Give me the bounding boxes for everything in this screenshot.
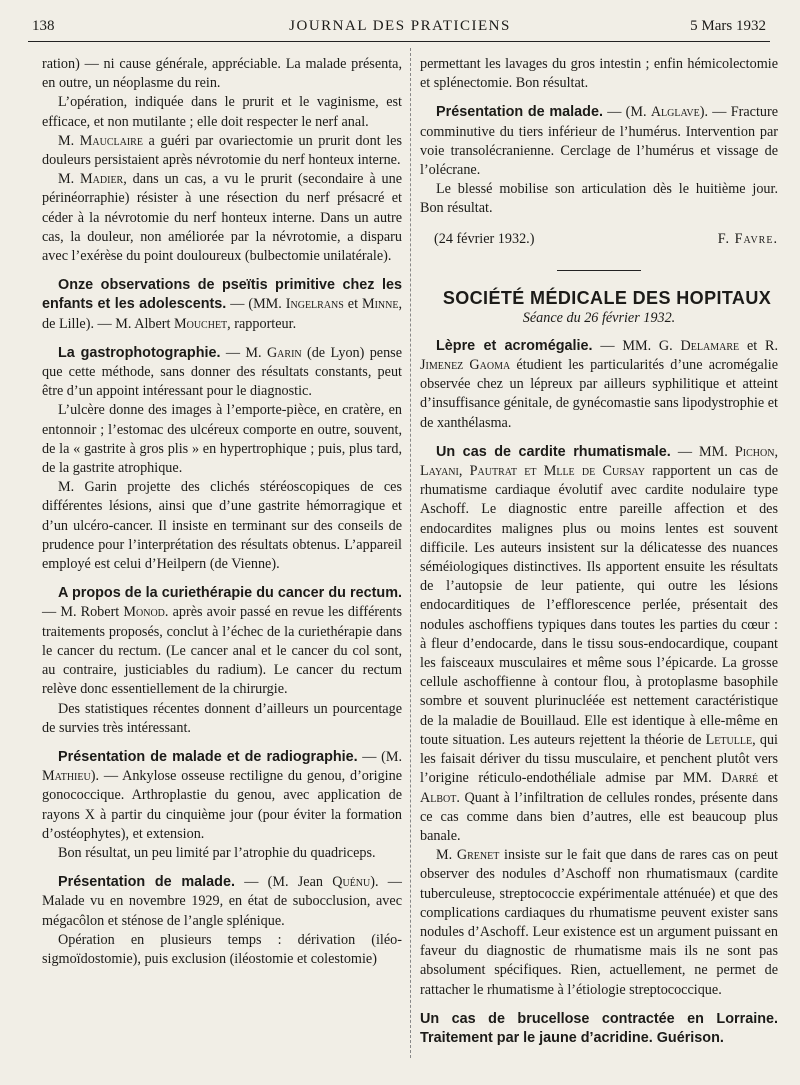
signature-date: (24 février 1932.) [434,230,535,247]
section-title: Onze observations de pseïtis primitive chez les enfants et les adolescents. [42,277,402,313]
text: M. [436,847,457,864]
page-number: 138 [32,18,55,34]
author-name: Minne [361,296,399,313]
section-cardite [420,443,778,846]
section-title: Présentation de malade et de radiographie. [58,748,358,765]
paragraph-text: , dans un cas, a vu le prurit (secondaire à une périnéorraphie) résister à une résection du nerf présacré et céder à la névrotomie du nerf honteux interne. Dans un autre cas, la douleur, non améliorée par la névrotomie, a disparu avec l’exérèse du point douloureux (bulbectomie unilatérale). [42,171,402,265]
author-name: Grenet [456,847,500,864]
section-title: A propos de la curiethérapie du cancer du rectum. [58,585,402,602]
author-name: M. Mauclaire [58,132,143,149]
seance-date: Séance du 26 février 1932. [522,309,676,326]
text: — (MM. [226,296,286,313]
text: ). — Malade vu en novembre 1929, en état de subocclusion, avec mégacôlon et sténose de l’angle splénique. [42,874,402,929]
paragraph-text: a guéri par ovariectomie un prurit dont les douleurs persistaient après névrotomie du nerf honteux interne. [42,132,402,169]
author-name: Quénu [332,874,371,891]
issue-date: 5 Mars 1932 [690,18,766,34]
text: — (M. [602,104,651,121]
text: ). — Fracture comminutive du tiers inférieur de l’humérus. Intervention par voie transolécranienne. Cerclage de l’humérus et vissage de l’olécrane. [420,104,778,179]
text: étudient les particularités d’une acromégalie observée chez un lépreux par ailleurs syphilitique et atteint d’insuffisance génitale, de gynécomastie sans lipodystrophie et de xanthélasma. [420,357,779,431]
section-title: Un cas de brucellose contractée en Lorraine. Traitement par le jaune d’acridine. Guérison. [420,1010,778,1046]
author-name: Pichon, Layani, Pautrat et Mlle de Cursay [420,443,778,480]
text: , qui les faisait dériver du tissu musculaire, et penchent plutôt vers l’origine réticulo-endothéliale admise par MM. [420,731,778,787]
author-name: M. Madier [58,171,124,188]
text: , rapporteur. [227,315,297,332]
section-pseitis [42,276,402,334]
section-divider [557,270,641,271]
author-name: Albot [420,789,457,806]
text: . Quant à l’infiltration de cellules rondes, présente dans ce cas comme dans bien d’autres, elle est beaucoup plus banale. [420,789,778,844]
section-presentation-alglave [420,103,778,180]
text: (de Lyon) pense que cette méthode, sans donner des résultats constants, peut être d’un appoint intéressant pour le diagnostic. [42,344,403,400]
section-gastrophotographie [42,344,402,402]
text: — (M. Jean [234,874,333,891]
text: , de Lille). — M. Albert [42,296,402,332]
paragraph [42,132,402,170]
paragraph: Le blessé mobilise son articulation dès le huitième jour. Bon résultat. [420,181,778,217]
text: — MM. G. [592,337,681,354]
paragraph: M. Garin projette des clichés stéréoscopiques de ces différentes lésions, ainsi que d’une gastrite hémorragique et d’un ulcéro-cancer. Il insiste en terminant sur des conseils de prudence pour l’interprétation des résultats obtenus. L’appareil employé est celui d’Heilpern (de Vienne). [42,479,402,573]
paragraph [42,170,402,266]
society-heading: SOCIÉTÉ MÉDICALE DES HOPITAUX [442,287,772,308]
section-brucellose [420,1010,778,1048]
author-name: Mathieu [42,768,91,785]
author-name: Delamare [680,337,740,354]
author-name: Garin [266,344,302,361]
author-name: Jimenez Gaoma [420,357,511,374]
section-curietherapie [42,584,402,699]
signature-line [420,231,778,248]
text: rapportent un cas de rhumatisme cardiaque évolutif avec cardite nodulaire type Aschoff. Le diagnostic entre pareille affection et des endocardites malignes plus ou moins lentes est souvent difficile. Les auteurs insistent sur la délicatesse des nuances séméiologiques distinctives. Ils apportent ensuite les résultats de l’autopsie de leur patiente, qui outre les lésions endocarditiques de l’efflorescence perlée, présentait des nodules aschoffiens typiques dans toutes les parties du cœur : à fleur d’endocarde, dans le tissu sous-endocardique, coupant les faisceaux musculaires et même sous l’épicarde. La grosse cellule aschoffienne à contour flou, à protoplasme basophile sombre et souvent plurinucléée est nettement caractéristique de la maladie de Bouillaud. Elle est identique à elle-même en toute situation. Les auteurs rejettent la théorie de [420,463,778,748]
section-title: Présentation de malade. [58,874,235,891]
text: ). — Ankylose osseuse rectiligne du genou, d’origine gonococcique. Arthroplastie du genou, avec application de rayons X à partir du cinquième jour (pour éviter la formation d’ostéophytes), et extension. [42,768,402,842]
author-name: Ingelrans [285,296,344,313]
author-name: Mouchet [174,315,228,332]
journal-title: JOURNAL DES PRATICIENS [289,18,511,34]
signature-author: F. Favre. [717,230,778,247]
paragraph: ration) — ni cause générale, appréciable. La malade présenta, en outre, un néoplasme du rein. [42,56,402,92]
right-column [420,55,778,1048]
section-title: Présentation de malade. [436,104,603,121]
paragraph: L’opération, indiquée dans le prurit et le vaginisme, est efficace, et non mutilante ; elle doit respecter le nerf anal. [42,94,402,130]
paragraph: permettant les lavages du gros intestin ; enfin hémicolectomie et splénectomie. Bon résultat. [420,56,778,92]
text: et [343,296,362,313]
author-name: Monod [123,604,165,621]
author-name: Alglave [650,104,700,121]
section-title: Un cas de cardite rhumatismale. [436,443,671,460]
left-column [42,55,402,969]
page-header [0,18,800,42]
section-title: La gastrophotographie. [58,344,221,361]
author-name: Letulle [705,731,753,748]
paragraph: Opération en plusieurs temps : dérivation (iléo-sigmoïdostomie), puis exclusion (iléostomie et colestomie) [42,931,402,967]
text: — (M. [357,748,402,765]
section-presentation-radiographie [42,748,402,844]
text: — M. [220,344,267,361]
paragraph: Bon résultat, un peu limité par l’atrophie du quadriceps. [58,844,376,861]
author-name: Darré [721,770,759,787]
section-presentation-quenu [42,873,402,931]
header-rule [28,41,770,42]
text: — M. Robert [42,604,124,621]
section-title: Lèpre et acromégalie. [436,337,593,354]
text: et [758,770,778,787]
text: . après avoir passé en revue les différents traitements proposés, conclut à l’échec de la curiethérapie dans le cancer du rectum. (Le cancer anal et le cancer du col sont, au contraire, justiciables du radium). Le cancer du rectum relève donc essentiellement de la chirurgie. [42,604,403,698]
text: et R. [739,337,779,354]
paragraph: Des statistiques récentes donnent d’ailleurs un pourcentage de survies très intéressant. [42,700,402,736]
section-lepre [420,337,778,433]
text: insiste sur le fait que dans de rares cas on peut observer des nodules d’Aschoff non rhumatismaux (cardite tuberculeuse, streptococcie expérimentale atténuée) et que des complications cardiaques du rhumatisme peuvent exister sans nodules d’Aschoff. Leur existence est un argument puissant en faveur du diagnostic de rhumatisme mais ils ne sont pas absolument spécifiques. Rien, actuellement, ne permet de rattacher le rhumatisme à l’étiologie streptococcique. [420,847,778,998]
text: — MM. [670,443,735,460]
paragraph [420,846,778,1000]
paragraph: L’ulcère donne des images à l’emporte-pièce, en cratère, en entonnoir ; l’estomac des ulcéreux comporte en outre, souvent, de la « gastrite à gros plis » en hypertrophique ; puis, plus tard, de la gastrite atrophique. [42,402,402,477]
column-divider [410,48,411,1058]
